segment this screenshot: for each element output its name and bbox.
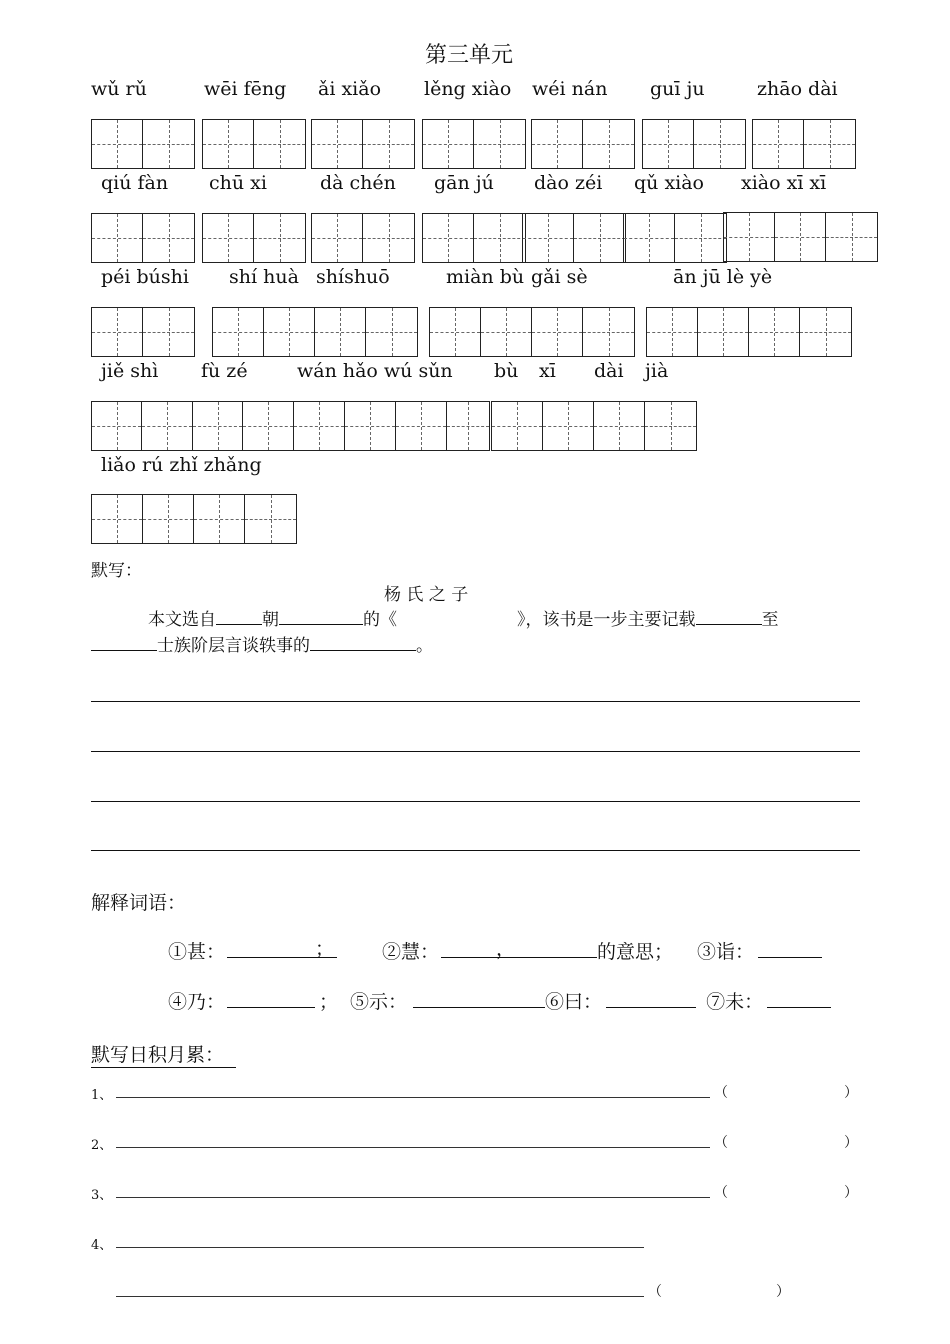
- pinyin-label: liǎo rú zhǐ zhǎng: [101, 454, 262, 476]
- fill-blank[interactable]: [310, 636, 416, 651]
- pinyin-label: wēi fēng: [204, 78, 287, 100]
- pinyin-label: wán hǎo wú sǔn: [297, 360, 453, 382]
- writing-grid[interactable]: [491, 401, 697, 451]
- writing-grid[interactable]: [192, 401, 294, 451]
- pinyin-label: péi búshi: [101, 266, 189, 288]
- pinyin-label: chū xi: [209, 172, 267, 194]
- pinyin-label: ān jū lè yè: [673, 266, 773, 288]
- paren-open: （: [648, 1284, 662, 1300]
- writing-grid[interactable]: [91, 494, 297, 544]
- pinyin-label: jià: [645, 360, 669, 382]
- text: ；: [319, 991, 339, 1013]
- pinyin-label: wéi nán: [532, 78, 608, 100]
- writing-grid[interactable]: [623, 213, 727, 263]
- paren-open: （: [714, 1185, 728, 1201]
- writing-line[interactable]: [91, 751, 860, 752]
- pinyin-label: gǎi sè: [531, 266, 588, 288]
- accumulate-label: 默写日积月累：: [91, 1040, 236, 1068]
- writing-grid[interactable]: [311, 213, 415, 263]
- writing-grid[interactable]: [422, 213, 526, 263]
- paren-close: ）: [844, 1185, 858, 1201]
- writing-grid[interactable]: [522, 213, 626, 263]
- text: 》，该书是一步主要记载: [517, 610, 696, 630]
- pinyin-label: xiào xī xī: [741, 172, 827, 194]
- text: 。: [416, 636, 433, 656]
- fill-blank[interactable]: [279, 610, 363, 625]
- page-title: 第三单元: [425, 43, 514, 68]
- fill-blank[interactable]: [227, 938, 337, 960]
- writing-grid[interactable]: [202, 213, 306, 263]
- writing-grid[interactable]: [91, 401, 193, 451]
- text: ；: [315, 938, 335, 960]
- text: ③诣：: [697, 941, 755, 963]
- text: 至: [761, 610, 779, 630]
- pinyin-label: qǔ xiào: [634, 172, 704, 194]
- paren-close: ）: [844, 1085, 858, 1101]
- pinyin-label: qiú fàn: [101, 172, 169, 194]
- writing-line[interactable]: [91, 801, 860, 802]
- explain-label: 解释词语：: [91, 892, 187, 914]
- writing-grid[interactable]: [91, 119, 195, 169]
- writing-grid[interactable]: [91, 307, 195, 357]
- answer-line[interactable]: [116, 1247, 644, 1248]
- answer-line[interactable]: [116, 1296, 644, 1297]
- fill-blank[interactable]: [216, 610, 262, 625]
- dictation-line-1: [148, 605, 779, 630]
- pinyin-label: shíshuō: [316, 266, 390, 288]
- writing-grid[interactable]: [91, 213, 195, 263]
- pinyin-label: lěng xiào: [424, 78, 512, 100]
- answer-line[interactable]: [116, 1147, 710, 1148]
- writing-grid[interactable]: [646, 307, 852, 357]
- writing-grid[interactable]: [531, 119, 635, 169]
- fill-blank[interactable]: [441, 938, 597, 960]
- fill-blank[interactable]: [767, 993, 831, 1008]
- text: 的《: [363, 610, 397, 630]
- writing-grid[interactable]: [642, 119, 746, 169]
- pinyin-label: fù zé: [201, 360, 248, 382]
- paren-open: （: [714, 1135, 728, 1151]
- pinyin-label: gān jú: [434, 172, 494, 194]
- writing-grid[interactable]: [429, 307, 635, 357]
- fill-blank[interactable]: [413, 993, 545, 1008]
- text: ④乃：: [168, 991, 226, 1013]
- item-number: 4、: [91, 1238, 113, 1253]
- fill-blank[interactable]: [696, 610, 762, 625]
- dictation-label: 默写：: [91, 561, 142, 581]
- text: 士族阶层言谈轶事的: [157, 636, 310, 656]
- writing-grid[interactable]: [212, 307, 418, 357]
- answer-line[interactable]: [116, 1097, 710, 1098]
- paren-open: （: [714, 1085, 728, 1101]
- dictation-line-2: [91, 631, 433, 656]
- writing-line[interactable]: [91, 850, 860, 851]
- explain-line-2: [168, 987, 831, 1014]
- pinyin-label: dào zéi: [534, 172, 603, 194]
- pinyin-label: ǎi xiǎo: [318, 78, 382, 100]
- writing-grid[interactable]: [723, 212, 878, 262]
- pinyin-label: dài: [594, 360, 624, 382]
- item-number: 1、: [91, 1088, 113, 1103]
- poem-title: 杨 氏 之 子: [384, 585, 469, 605]
- fill-blank[interactable]: [91, 636, 157, 651]
- writing-line[interactable]: [91, 701, 860, 702]
- text: 的意思；: [597, 941, 674, 963]
- paren-close: ）: [776, 1284, 790, 1300]
- paren-close: ）: [844, 1135, 858, 1151]
- text: ⑥曰：: [545, 991, 603, 1013]
- text: 朝: [262, 610, 279, 630]
- pinyin-label: bù: [494, 360, 519, 382]
- fill-blank[interactable]: [227, 993, 315, 1008]
- text: ②慧：: [382, 941, 440, 963]
- text: ⑤示：: [350, 991, 408, 1013]
- text: ①甚：: [168, 941, 226, 963]
- writing-grid[interactable]: [202, 119, 306, 169]
- pinyin-label: zhāo dài: [757, 78, 838, 100]
- writing-grid[interactable]: [293, 401, 490, 451]
- answer-line[interactable]: [116, 1197, 710, 1198]
- explain-line-1: [168, 937, 822, 964]
- fill-blank[interactable]: [606, 993, 696, 1008]
- writing-grid[interactable]: [752, 119, 856, 169]
- pinyin-label: dà chén: [320, 172, 396, 194]
- text: ⑦未：: [706, 991, 764, 1013]
- item-number: 3、: [91, 1188, 113, 1203]
- text: 本文选自: [148, 610, 216, 630]
- fill-blank[interactable]: [758, 943, 822, 958]
- pinyin-label: miàn bù: [446, 266, 525, 288]
- pinyin-label: guī ju: [650, 78, 705, 100]
- text: ，: [496, 938, 516, 960]
- pinyin-label: xī: [539, 360, 556, 382]
- pinyin-label: shí huà: [229, 266, 299, 288]
- pinyin-label: wǔ rǔ: [91, 78, 147, 100]
- writing-grid[interactable]: [422, 119, 526, 169]
- writing-grid[interactable]: [311, 119, 415, 169]
- item-number: 2、: [91, 1138, 113, 1153]
- pinyin-label: jiě shì: [101, 360, 159, 382]
